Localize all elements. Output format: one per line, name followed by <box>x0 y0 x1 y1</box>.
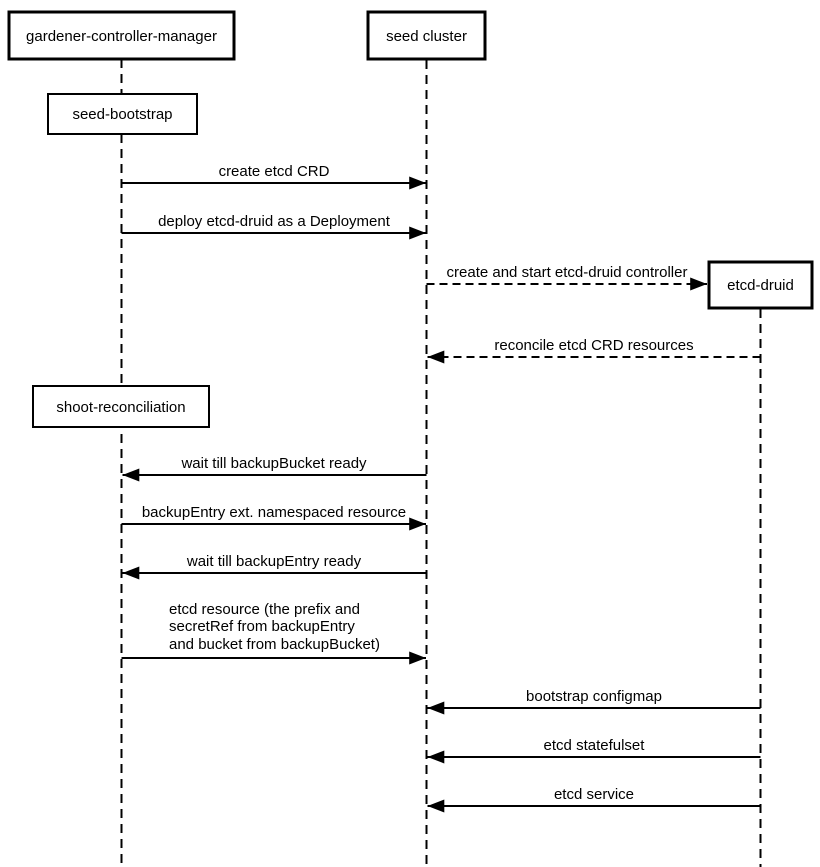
message-label-etcd-resource-line1: etcd resource (the prefix and <box>169 601 360 618</box>
message-label-create-etcd-crd: create etcd CRD <box>218 163 330 180</box>
message-reconcile-etcd-crd <box>428 337 761 357</box>
message-label-backupentry-resource: backupEntry ext. namespaced resource <box>141 504 407 521</box>
actor-label-gardener-controller-manager: gardener-controller-manager <box>26 28 217 45</box>
message-label-etcd-statefulset: etcd statefulset <box>543 737 645 754</box>
message-deploy-etcd-druid <box>122 213 427 233</box>
message-wait-backupentry <box>123 553 427 573</box>
message-label-bootstrap-configmap: bootstrap configmap <box>526 688 662 705</box>
message-create-start-controller <box>427 264 708 284</box>
message-wait-backupbucket <box>123 455 427 475</box>
message-label-etcd-service: etcd service <box>553 786 635 803</box>
actor-seed-cluster <box>368 12 485 59</box>
message-label-etcd-resource-line3: and bucket from backupBucket) <box>169 636 380 653</box>
actor-etcd-druid <box>709 262 812 308</box>
message-etcd-service <box>428 786 761 806</box>
message-create-etcd-crd <box>122 163 427 183</box>
message-label-wait-backupentry: wait till backupEntry ready <box>186 553 362 570</box>
message-label-reconcile-etcd-crd: reconcile etcd CRD resources <box>494 337 694 354</box>
message-etcd-statefulset <box>428 737 761 757</box>
message-label-deploy-etcd-druid: deploy etcd-druid as a Deployment <box>158 213 390 230</box>
message-bootstrap-configmap <box>428 688 761 708</box>
activity-label-seed-bootstrap: seed-bootstrap <box>72 106 173 123</box>
activity-shoot-reconciliation <box>33 386 209 427</box>
activity-seed-bootstrap <box>48 94 197 134</box>
message-label-create-start-controller: create and start etcd-druid controller <box>446 264 688 281</box>
activity-label-shoot-reconciliation: shoot-reconciliation <box>56 399 186 416</box>
message-label-etcd-resource-line2: secretRef from backupEntry <box>169 618 355 635</box>
message-label-wait-backupbucket: wait till backupBucket ready <box>181 455 367 472</box>
actor-label-etcd-druid: etcd-druid <box>727 277 794 294</box>
actor-gardener-controller-manager <box>9 12 234 59</box>
actor-label-seed-cluster: seed cluster <box>386 28 467 45</box>
message-backupentry-resource <box>122 504 427 524</box>
message-etcd-resource <box>122 601 427 658</box>
